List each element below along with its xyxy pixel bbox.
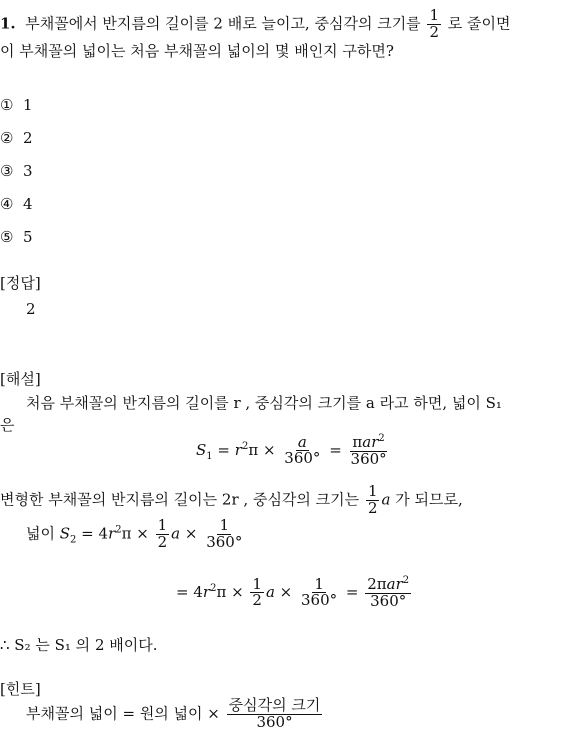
conclusion: ∴ S₂ 는 S₁ 의 2 배이다. — [0, 636, 158, 654]
question-fraction: $\frac{1}{2}$ — [429, 6, 439, 41]
solution-line-1: 처음 부채꼴의 반지름의 길이를 r , 중심각의 크기를 a 라고 하면, 넓이 S₁ — [26, 394, 502, 412]
question-line-2: 이 부채꼴의 넓이는 처음 부채꼴의 넓이의 몇 배인지 구하면? — [0, 42, 394, 60]
choice-mark: ⑤ — [0, 228, 14, 246]
equation-1: $S_1 = r^2\pi$ × $\frac{a}{360^\circ}$ = $\frac{\pi ar^2}{360^\circ}$ — [196, 432, 387, 468]
choice-mark: ③ — [0, 162, 14, 180]
answer-label: [정답] — [0, 274, 41, 292]
choice-value: 3 — [23, 162, 33, 180]
hint-formula: 부채꼴의 넓이 = 원의 넓이 × $\frac{\text{중심각의 크기}}{360^\circ}$ — [26, 696, 321, 731]
solution-line-1-cont: 은 — [0, 416, 15, 434]
choice-item[interactable] — [0, 129, 33, 147]
choice-mark: ① — [0, 96, 14, 114]
question-text-a: 부채꼴에서 반지름의 길이를 2 배로 늘이고, 중심각의 크기를 — [25, 14, 421, 33]
hint-label: [힌트] — [0, 680, 41, 698]
question-line-1 — [0, 8, 511, 41]
equation-3: = $4r^2\pi$ × $\frac{1}{2}$ a × $\frac{1}{360^\circ}$ = $\frac{2\pi ar^2}{360^\circ}$ — [176, 574, 410, 610]
answer-value: 2 — [26, 300, 36, 318]
equation-2: 넓이 $S_2 = 4r^2\pi$ × $\frac{1}{2}$ a × $\frac{1}{360^\circ}$ — [26, 516, 243, 551]
choice-item[interactable] — [0, 162, 33, 180]
choice-item[interactable] — [0, 96, 33, 114]
choice-value: 2 — [23, 129, 33, 147]
choice-mark: ④ — [0, 195, 14, 213]
choice-value: 1 — [23, 96, 33, 114]
choice-mark: ② — [0, 129, 14, 147]
question-number: 1. — [0, 14, 16, 33]
question-text-b: 로 줄이면 — [447, 14, 511, 33]
solution-label: [해설] — [0, 370, 41, 388]
choice-value: 5 — [23, 228, 33, 246]
choice-item[interactable] — [0, 228, 33, 246]
choice-value: 4 — [23, 195, 33, 213]
choice-item[interactable] — [0, 195, 33, 213]
solution-line-2: 변형한 부채꼴의 반지름의 길이는 2r , 중심각의 크기는 $\frac{1}{2}$ a 가 되므로, — [0, 482, 463, 517]
